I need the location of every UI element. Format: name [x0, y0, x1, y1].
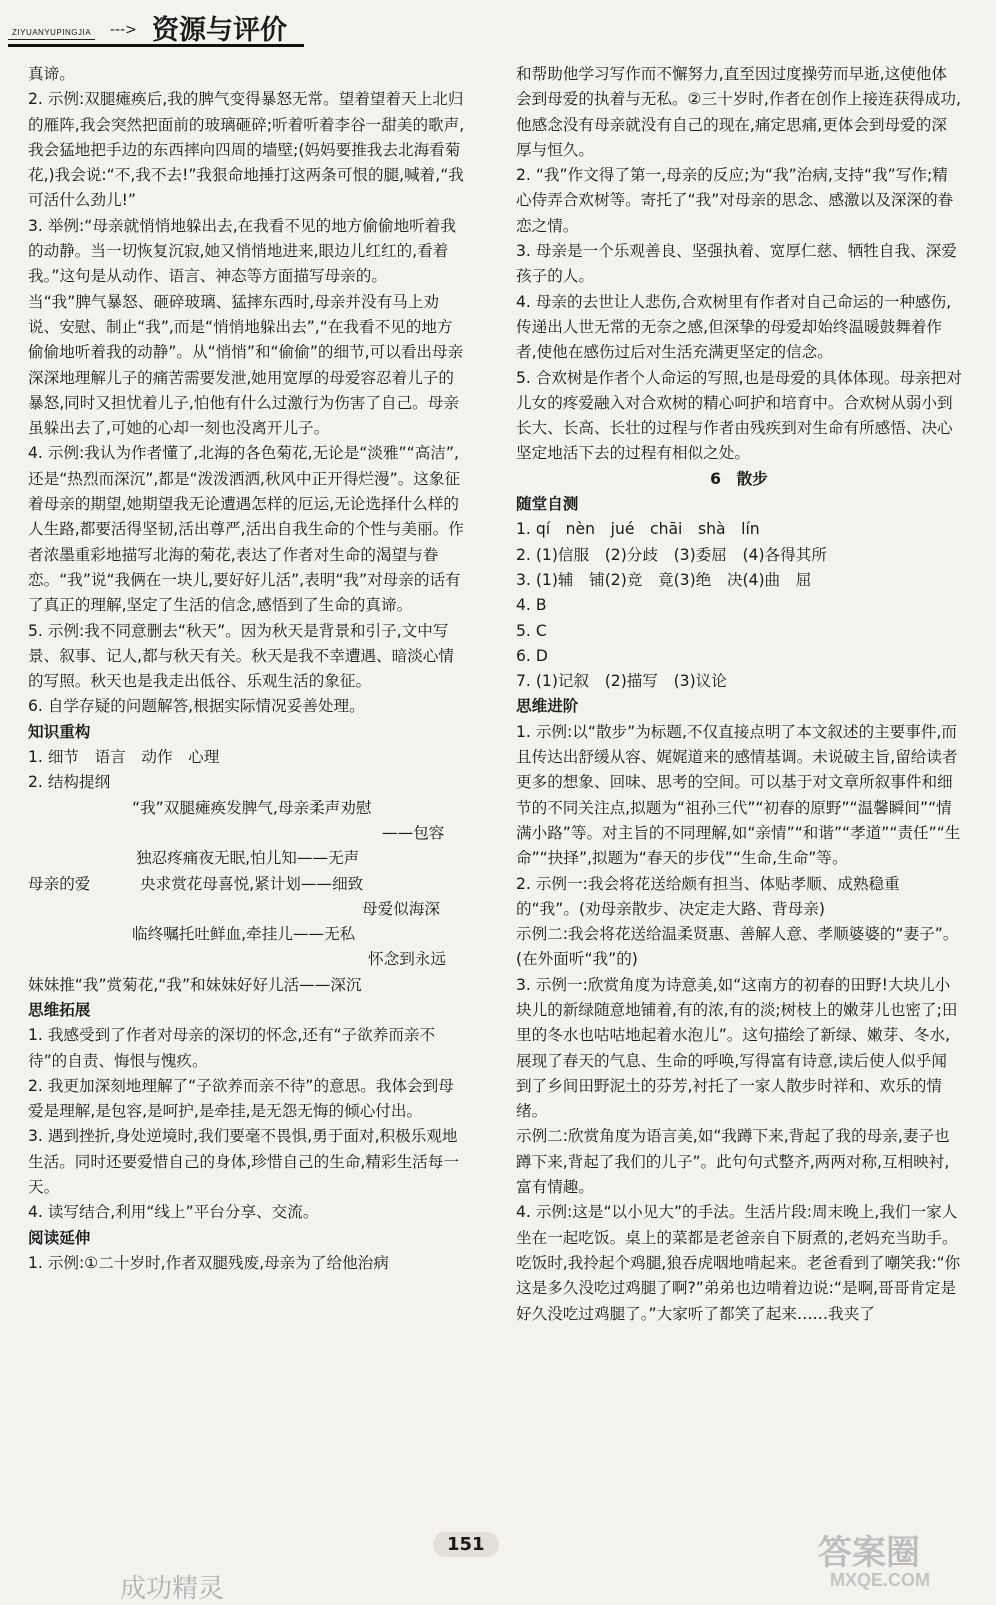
answer-paragraph: 5. 示例:我不同意删去“秋天”。因为秋天是背景和引子,文中写景、叙事、记人,都与秋天有关。秋天是我不幸遭遇、暗淡心情的写照。秋天也是我走出低谷、乐观生活的象征。 — [28, 621, 454, 691]
left-column — [28, 62, 468, 1276]
right-column — [516, 62, 962, 1327]
extension-item: 1. 示例:①二十岁时,作者双腿残废,母亲为了给他治病 — [28, 1253, 389, 1272]
self-test-item: 7. (1)记叙 (2)描写 (3)议论 — [516, 672, 727, 691]
arrow-icon: ---> — [110, 22, 137, 38]
section-heading-knowledge: 知识重构 — [28, 722, 91, 741]
answer-paragraph: 3. 举例:“母亲就悄悄地躲出去,在我看不见的地方偷偷地听着我的动静。当一切恢复沉寂,她又悄悄地进来,眼边儿红红的,看着我。”这句是从动作、语言、神态等方面描写母亲的。 — [28, 216, 456, 286]
section-heading-advance: 思维进阶 — [516, 697, 579, 716]
self-test-item: 4. B — [516, 596, 547, 615]
self-test-item: 3. (1)辅 铺(2)竞 竟(3)绝 决(4)曲 屈 — [516, 570, 812, 589]
answer-paragraph: 6. 自学存疑的问题解答,根据实际情况妥善处理。 — [28, 697, 365, 716]
page-number: 151 — [433, 1532, 499, 1557]
expand-item: 2. 我更加深刻地理解了“子欲养而亲不待”的意思。我体会到母爱是理解,是包容,是呵护,是牵挂,是无怨无悔的倾心付出。 — [28, 1076, 454, 1121]
answer-paragraph: 3. 母亲是一个乐观善良、坚强执着、宽厚仁慈、牺牲自我、深爱孩子的人。 — [516, 242, 957, 286]
answer-paragraph: 当“我”脾气暴怒、砸碎玻璃、猛摔东西时,母亲并没有马上劝说、安慰、制止“我”,而是“悄悄地躲出去”,“在我看不见的地方偷偷地听着我的动静”。从“悄悄”和“偷偷”的细节,可以看出母亲深深地理解儿子的痛苦需要发泄,她用宽厚的母爱容忍着儿子的暴怒,同时又担忧着儿子,怕他有什么过激行为伤害了自己。母亲虽躲出去了,可她的心却一刻也没离开儿子。 — [28, 292, 464, 438]
knowledge-item: 2. 结构提纲 — [28, 773, 111, 792]
brand-pinyin: ZIYUANYUPINGJIA — [8, 10, 95, 40]
structure-outline — [28, 796, 468, 998]
section-heading-self-test: 随堂自测 — [516, 495, 579, 514]
outline-text: ——包容 — [382, 823, 445, 842]
footer-stamp: 成功精灵 — [120, 1574, 225, 1604]
watermark-url: MXQE.COM — [830, 1570, 931, 1590]
self-test-item: 2. (1)信服 (2)分歧 (3)委屈 (4)各得其所 — [516, 545, 827, 564]
book-title: 资源与评价 — [152, 15, 287, 46]
self-test-item: 6. D — [516, 646, 548, 665]
answer-paragraph: 和帮助他学习写作而不懈努力,直至因过度操劳而早逝,这使他体会到母爱的执着与无私。②三十岁时,作者在创作上接连获得成功,他感念没有母亲就没有自己的现在,痛定思痛,更体会到母爱的深厚与恒久。 — [516, 65, 961, 159]
answer-paragraph: 2. 示例:双腿瘫痪后,我的脾气变得暴怒无常。望着望着天上北归的雁阵,我会突然把面前的玻璃砸碎;听着听着李谷一甜美的歌声,我会猛地把手边的东西摔向四周的墙壁;(妈妈要推我去北海看菊花,)我会说:“不,我不去!”我狠命地捶打这两条可恨的腿,喊着,“我可活什么劲儿!” — [28, 90, 465, 210]
outline-text: 独忍疼痛夜无眠,怕儿知——无声 — [136, 849, 360, 868]
advance-item: 3. 示例一:欣赏角度为诗意美,如“这南方的初春的田野!大块儿小块儿的新绿随意地铺着,有的浓,有的淡;树枝上的嫩芽儿也密了;田里的冬水也咕咕地起着水泡儿”。这句描绘了新绿、嫩芽、冬水,展现了春天的气息、生命的呼唤,写得富有诗意,读后使人似乎闻到了乡间田野泥土的芬芳,衬托了一家人散步时祥和、欢乐的情绪。 — [516, 975, 958, 1121]
outline-text: 央求赏花母喜悦,紧计划——细致 — [140, 874, 364, 893]
outline-text: 怀念到永远 — [368, 950, 446, 969]
advance-item: 4. 示例:这是“以小见大”的手法。生活片段:周末晚上,我们一家人坐在一起吃饭。桌上的菜都是老爸亲自下厨煮的,老妈充当助手。吃饭时,我拎起个鸡腿,狼吞虎咽地啃起来。老爸看到了嘲笑我:“你这是多久没吃过鸡腿了啊?”弟弟也边啃着边说:“是啊,哥哥肯定是好久没吃过鸡腿了。”大家听了都笑了起来……我夹了 — [516, 1203, 961, 1323]
answer-paragraph: 4. 母亲的去世让人悲伤,合欢树里有作者对自己命运的一种感伤,传递出人世无常的无奈之感,但深挚的母爱却始终温暖鼓舞着作者,使他在感伤过后对生活充满更坚定的信念。 — [516, 292, 952, 362]
outline-text: 母爱似海深 — [362, 899, 440, 918]
outline-text: 临终嘱托吐鲜血,牵挂儿——无私 — [132, 925, 356, 944]
outline-text: “我”双腿瘫痪发脾气,母亲柔声劝慰 — [132, 798, 372, 817]
answer-paragraph: 4. 示例:我认为作者懂了,北海的各色菊花,无论是“淡雅”“高洁”,还是“热烈而深沉”,都是“泼泼洒洒,秋风中正开得烂漫”。这象征着母亲的期望,她期望我无论遭遇怎样的厄运,无论选择什么样的人生路,都要活得坚韧,活出尊严,活出自我生命的个性与美丽。作者浓墨重彩地描写北海的菊花,表达了作者对生命的渴望与眷恋。“我”说“我俩在一块儿,要好好儿活”,表明“我”对母亲的话有了真正的理解,坚定了生活的信念,感悟到了生命的真谛。 — [28, 444, 464, 615]
watermark-logo: 答案圈 — [818, 1533, 920, 1573]
self-test-item: 1. qí nèn jué chāi shà lín — [516, 520, 760, 539]
advance-item: 示例二:我会将花送给温柔贤惠、善解人意、孝顺婆婆的“妻子”。(在外面听“我”的) — [516, 925, 959, 969]
answer-paragraph: 真谛。 — [28, 65, 75, 83]
expand-item: 3. 遇到挫折,身处逆境时,我们要毫不畏惧,勇于面对,积极乐观地生活。同时还要爱惜自己的身体,珍惜自己的生命,精彩生活每一天。 — [28, 1127, 459, 1197]
section-heading-expand: 思维拓展 — [28, 1000, 91, 1019]
expand-item: 4. 读写结合,利用“线上”平台分享、交流。 — [28, 1203, 319, 1222]
header-divider — [8, 44, 304, 47]
section-heading-extension: 阅读延伸 — [28, 1228, 91, 1247]
answer-paragraph: 2. “我”作文得了第一,母亲的反应;为“我”治病,支持“我”写作;精心侍弄合欢树等。寄托了“我”对母亲的思念、感激以及深深的眷恋之情。 — [516, 166, 954, 235]
self-test-item: 5. C — [516, 621, 547, 640]
expand-item: 1. 我感受到了作者对母亲的深切的怀念,还有“子欲养而亲不待”的自责、悔恨与愧疚。 — [28, 1026, 436, 1070]
advance-item: 2. 示例一:我会将花送给颇有担当、体贴孝顺、成熟稳重的“我”。(劝母亲散步、决定走大路、背母亲) — [516, 874, 900, 918]
page-header — [0, 0, 996, 55]
answer-paragraph: 5. 合欢树是作者个人命运的写照,也是母爱的具体体现。母亲把对儿女的疼爱融入对合欢树的精心呵护和培育中。合欢树从弱小到长大、长高、长壮的过程与作者由残疾到对生命有所感悟、决心坚定地活下去的过程有相似之处。 — [516, 368, 962, 463]
outline-text: 妹妹推“我”赏菊花,“我”和妹妹好好儿活——深沉 — [28, 975, 362, 994]
lesson-title: 6 散步 — [710, 469, 768, 488]
advance-item: 1. 示例:以“散步”为标题,不仅直接点明了本文叙述的主要事件,而且传达出舒缓从容、娓娓道来的感情基调。未说破主旨,留给读者更多的想象、回味、思考的空间。可以基于对文章所叙事件和细节的不同关注点,拟题为“祖孙三代”“初春的原野”“温馨瞬间”“情满小路”等。对主旨的不同理解,如“亲情”“和谐”“孝道”“责任”“生命”“抉择”,拟题为“春天的步伐”“生命,生命”等。 — [516, 722, 961, 868]
outline-label: 母亲的爱 — [28, 874, 91, 893]
knowledge-item: 1. 细节 语言 动作 心理 — [28, 748, 220, 767]
advance-item: 示例二:欣赏角度为语言美,如“我蹲下来,背起了我的母亲,妻子也蹲下来,背起了我们的儿子”。此句句式整齐,两两对称,互相映衬,富有情趣。 — [516, 1127, 950, 1197]
